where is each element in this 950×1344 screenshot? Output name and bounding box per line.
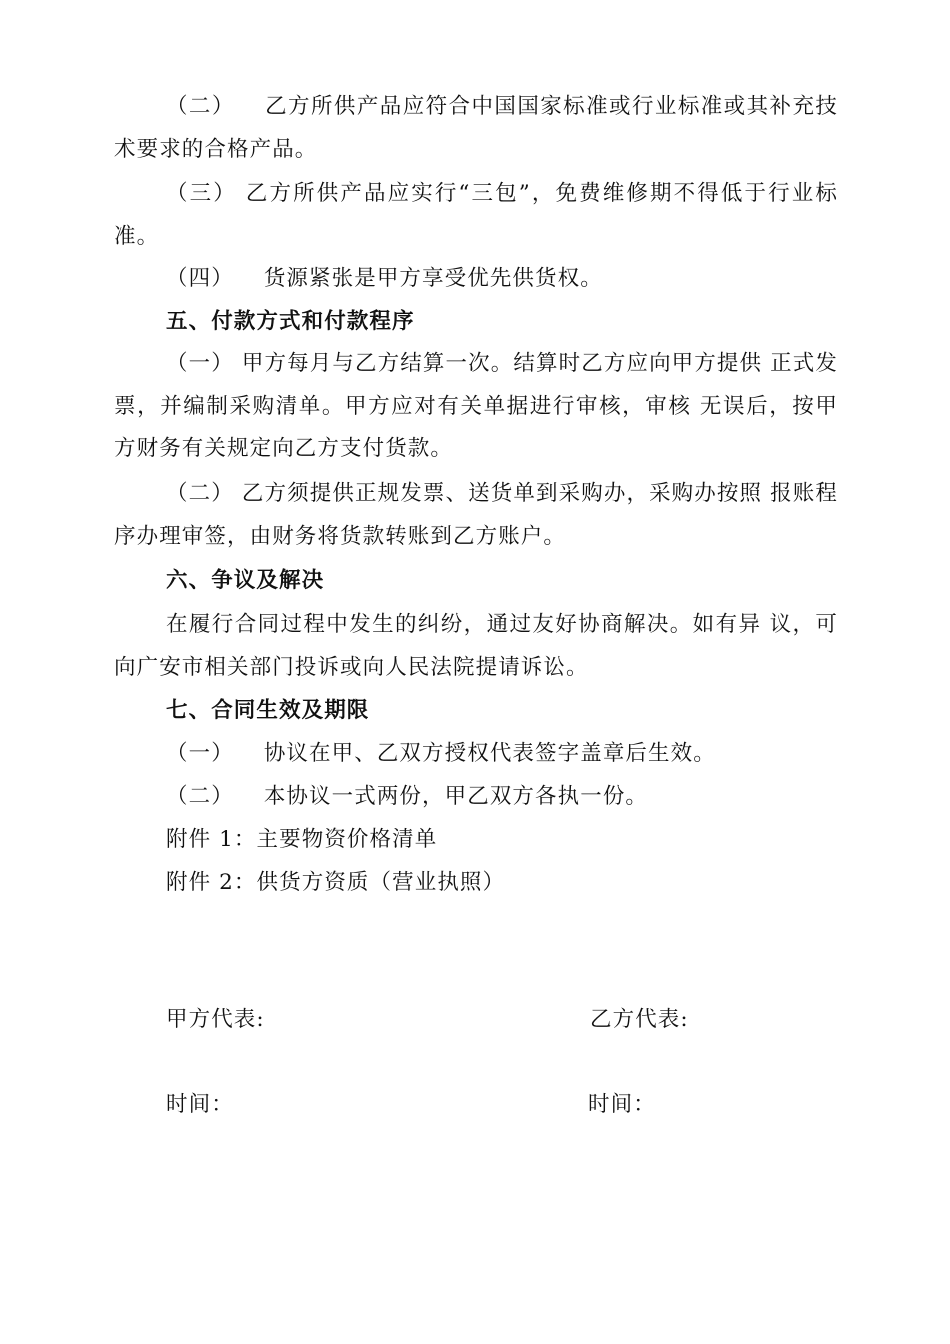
clause-4-4-text: 货源紧张是甲方享受优先供货权。 bbox=[263, 266, 603, 291]
clause-7-1-text: 协议在甲、乙双方授权代表签字盖章后生效。 bbox=[263, 741, 716, 766]
party-a-time-label: 时间： bbox=[166, 1092, 234, 1117]
clause-7-1 bbox=[166, 733, 716, 776]
clause-4-4 bbox=[166, 258, 603, 301]
clause-7-2 bbox=[166, 776, 648, 819]
clause-7-1-number: （一） bbox=[166, 741, 234, 766]
clause-5-1: （一） 甲方每月与乙方结算一次。结算时乙方应向甲方提供 正式发票，并编制采购清单。甲方应对有关单据进行审核，审核 无误后，按甲方财务有关规定向乙方支付货款。 bbox=[114, 351, 838, 462]
party-a-representative-label: 甲方代表: bbox=[166, 1007, 265, 1032]
party-b-time-label: 时间： bbox=[588, 1092, 656, 1117]
clause-4-2-text: 乙方所供产品应符合中国国家标准或行业标准或其补充技术要求的合格产品。 bbox=[114, 94, 838, 162]
clause-4-3: （三） 乙方所供产品应实行“三包”，免费维修期不得低于行业标准。 bbox=[114, 181, 838, 249]
section-7-heading: 七、合同生效及期限 bbox=[166, 698, 370, 723]
clause-7-2-number: （二） bbox=[166, 784, 234, 809]
clause-4-4-number: （四） bbox=[166, 266, 234, 291]
attachment-2: 附件 2：供货方资质（营业执照） bbox=[166, 870, 506, 895]
clause-4-2 bbox=[114, 86, 838, 171]
party-b-representative-label: 乙方代表: bbox=[590, 1007, 689, 1032]
attachment-1: 附件 1：主要物资价格清单 bbox=[166, 827, 438, 852]
clause-5-2: （二） 乙方须提供正规发票、送货单到采购办，采购办按照 报账程序办理审签，由财务将货款转账到乙方账户。 bbox=[114, 481, 838, 549]
clause-7-2-text: 本协议一式两份，甲乙双方各执一份。 bbox=[263, 784, 649, 809]
section-5-heading: 五、付款方式和付款程序 bbox=[166, 309, 415, 334]
section-6-heading: 六、争议及解决 bbox=[166, 568, 325, 593]
clause-4-2-number: （二） bbox=[166, 94, 235, 119]
section-6-body: 在履行合同过程中发生的纠纷，通过友好协商解决。如有异 议，可向广安市相关部门投诉或向人民法院提请诉讼。 bbox=[114, 612, 838, 680]
